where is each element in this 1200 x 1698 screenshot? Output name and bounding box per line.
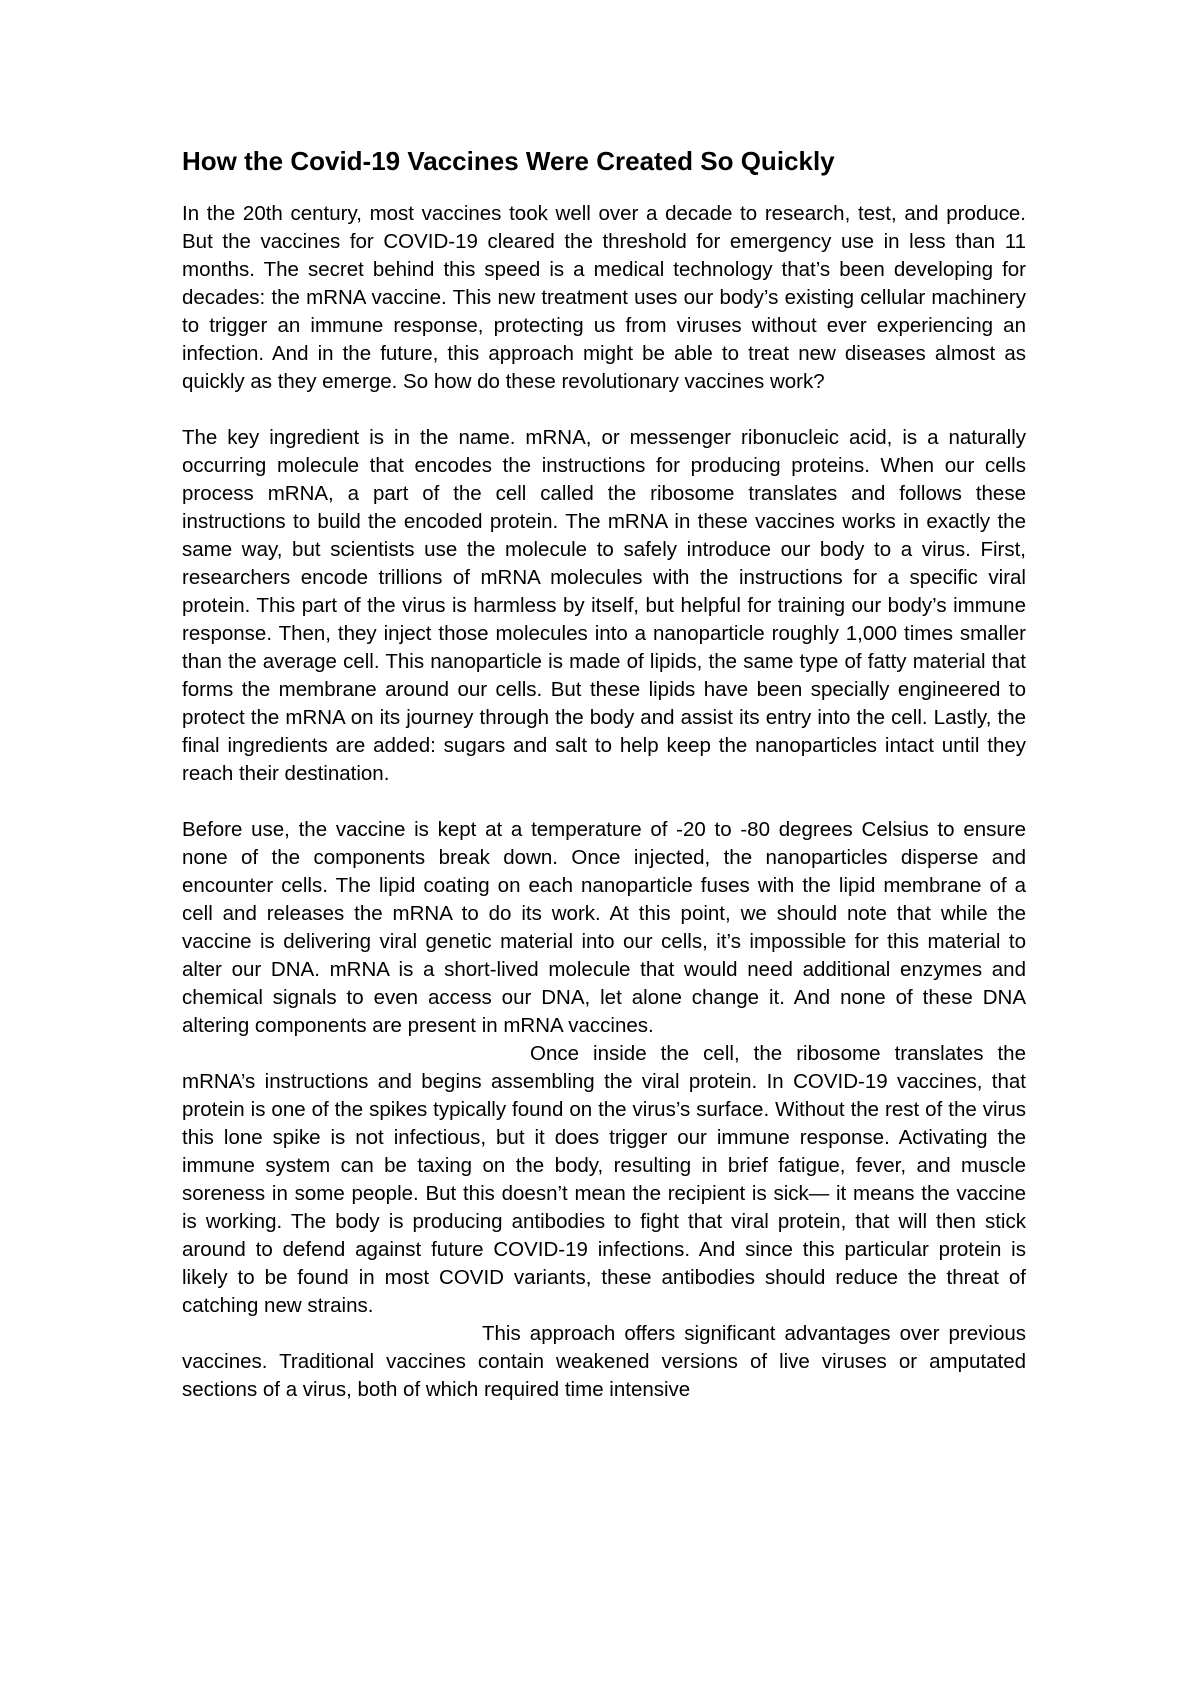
document-title: How the Covid-19 Vaccines Were Created So Quickly [182, 146, 835, 176]
paragraph-inside-cell: Once inside the cell, the ribosome translates the mRNA’s instructions and begins assembling the viral protein. In COVID-19 vaccines, that protein is one of the spikes typically found on the virus’s surface. Without the rest of the virus this lone spike is not infectious, but it does trigger our immune response. Activating the immune system can be taxing on the body, resulting in brief fatigue, fever, and muscle soreness in some people. But this doesn’t mean the recipient is sick— it means the vaccine is working. The body is producing antibodies to fight that viral protein, that will then stick around to defend against future COVID-19 infections. And since this particular protein is likely to be found in most COVID variants, these antibodies should reduce the threat of catching new strains. [182, 1042, 1026, 1317]
paragraph-key-ingredient: The key ingredient is in the name. mRNA, or messenger ribonucleic acid, is a naturally occurring molecule that encodes the instructions for producing proteins. When our cells process mRNA, a part of the cell called the ribosome translates and follows these instructions to build the encoded protein. The mRNA in these vaccines works in exactly the same way, but scientists use the molecule to safely introduce our body to a virus. First, researchers encode trillions of mRNA molecules with the instructions for a specific viral protein. This part of the virus is harmless by itself, but helpful for training our body’s immune response. Then, they inject those molecules into a nanoparticle roughly 1,000 times smaller than the average cell. This nanoparticle is made of lipids, the same type of fatty material that forms the membrane around our cells. But these lipids have been specially engineered to protect the mRNA on its journey through the body and assist its entry into the cell. Lastly, the final ingredients are added: sugars and salt to help keep the nanoparticles intact until they reach their destination. [182, 426, 1026, 785]
document-body [182, 144, 1026, 1404]
paragraph-advantages: This approach offers significant advantages over previous vaccines. Traditional vaccines contain weakened versions of live viruses or amputated sections of a virus, both of which required time intensive [182, 1322, 1026, 1401]
paragraph-before-use: Before use, the vaccine is kept at a temperature of -20 to -80 degrees Celsius to ensure none of the components break down. Once injected, the nanoparticles disperse and encounter cells. The lipid coating on each nanoparticle fuses with the lipid membrane of a cell and releases the mRNA to do its work. At this point, we should note that while the vaccine is delivering viral genetic material into our cells, it’s impossible for this material to alter our DNA. mRNA is a short-lived molecule that would need additional enzymes and chemical signals to even access our DNA, let alone change it. And none of these DNA altering components are present in mRNA vaccines. [182, 818, 1026, 1037]
paragraph-intro: In the 20th century, most vaccines took well over a decade to research, test, and produce. But the vaccines for COVID-19 cleared the threshold for emergency use in less than 11 months. The secret behind this speed is a medical technology that’s been developing for decades: the mRNA vaccine. This new treatment uses our body’s existing cellular machinery to trigger an immune response, protecting us from viruses without ever experiencing an infection. And in the future, this approach might be able to treat new diseases almost as quickly as they emerge. So how do these revolutionary vaccines work? [182, 202, 1026, 393]
